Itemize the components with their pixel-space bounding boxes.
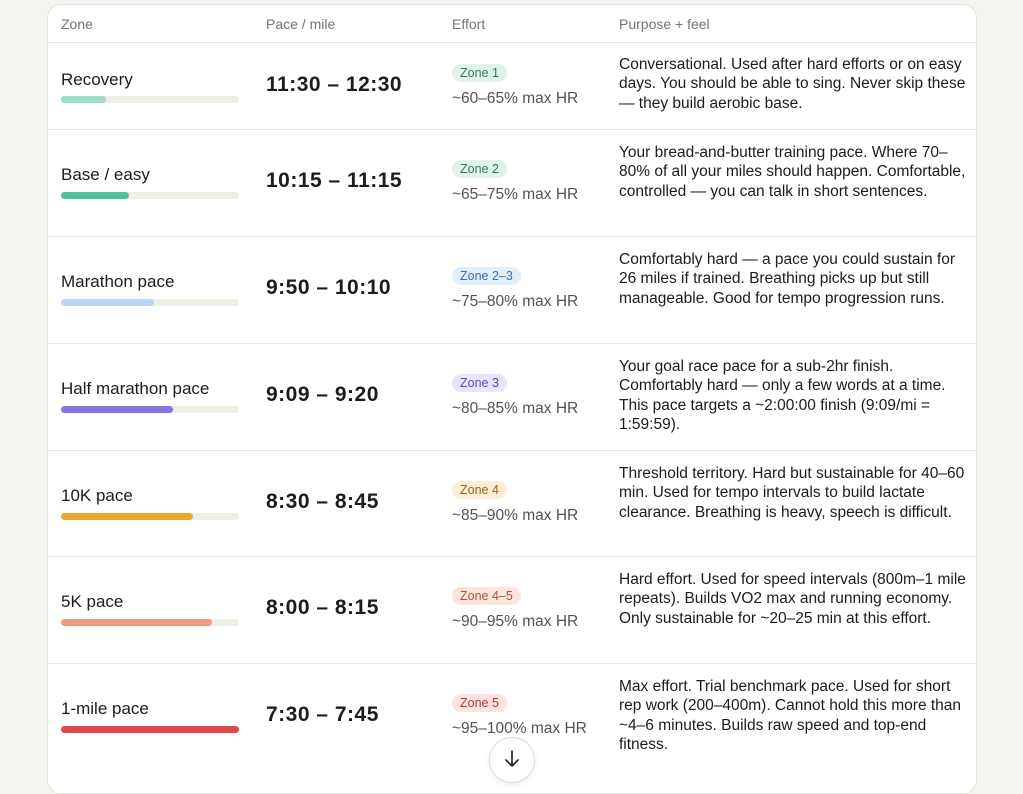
intensity-bar-fill <box>61 406 173 413</box>
zone-name: Recovery <box>61 70 133 89</box>
pace-range: 7:30 – 7:45 <box>266 703 379 726</box>
intensity-bar-fill <box>61 96 106 103</box>
pace-zones-table <box>47 4 977 794</box>
pace-range: 8:00 – 8:15 <box>266 596 379 619</box>
purpose-text: Conversational. Used after hard efforts or on easy days. You should be able to sing. Never skip these — they build aerobic base. <box>619 56 966 112</box>
intensity-bar-track <box>61 299 239 306</box>
table-row <box>48 42 976 130</box>
zone-badge: Zone 4–5 <box>452 587 521 605</box>
table-row <box>48 129 976 237</box>
table-row <box>48 556 976 664</box>
intensity-bar-track <box>61 96 239 103</box>
zone-name: 10K pace <box>61 486 133 505</box>
table-row <box>48 236 976 344</box>
purpose-text: Hard effort. Used for speed intervals (800m–1 mile repeats). Builds VO2 max and running economy. Only sustainable for ~20–25 min at this effort. <box>619 571 966 627</box>
purpose-text: Your bread-and-butter training pace. Where 70–80% of all your miles should happen. Comfortable, controlled — you can talk in short sentences. <box>619 144 966 200</box>
pace-range: 8:30 – 8:45 <box>266 490 379 513</box>
max-hr-range: ~95–100% max HR <box>452 720 587 737</box>
scroll-down-button[interactable] <box>489 737 535 783</box>
pace-range: 10:15 – 11:15 <box>266 169 403 192</box>
zone-badge: Zone 2 <box>452 160 507 178</box>
zone-badge: Zone 5 <box>452 694 507 712</box>
zone-badge: Zone 3 <box>452 374 507 392</box>
arrow-down-icon <box>504 750 520 768</box>
zone-name: 5K pace <box>61 592 124 611</box>
intensity-bar-track <box>61 192 239 199</box>
max-hr-range: ~85–90% max HR <box>452 507 579 524</box>
max-hr-range: ~65–75% max HR <box>452 186 579 203</box>
table-row <box>48 450 976 557</box>
intensity-bar-fill <box>61 299 154 306</box>
intensity-bar-fill <box>61 192 129 199</box>
zone-badge: Zone 1 <box>452 64 507 82</box>
pace-range: 11:30 – 12:30 <box>266 73 403 96</box>
header-effort: Effort <box>452 15 486 32</box>
zone-name: Marathon pace <box>61 272 175 291</box>
purpose-text: Your goal race pace for a sub-2hr finish. Comfortably hard — only a few words at a time. This pace targets a ~2:00:00 finish (9:09/mi = 1:59:59). <box>619 358 946 434</box>
header-zone: Zone <box>61 15 93 32</box>
max-hr-range: ~60–65% max HR <box>452 90 579 107</box>
max-hr-range: ~90–95% max HR <box>452 613 579 630</box>
purpose-text: Max effort. Trial benchmark pace. Used for short rep work (200–400m). Cannot hold this more than ~4–6 minutes. Builds raw speed and top-end fitness. <box>619 678 962 754</box>
zone-badge: Zone 4 <box>452 481 507 499</box>
intensity-bar-fill <box>61 726 239 733</box>
table-row <box>48 343 976 451</box>
pace-range: 9:50 – 10:10 <box>266 276 392 299</box>
zone-name: Half marathon pace <box>61 379 210 398</box>
max-hr-range: ~80–85% max HR <box>452 400 579 417</box>
purpose-text: Comfortably hard — a pace you could sustain for 26 miles if trained. Breathing picks up but still manageable. Good for tempo progression runs. <box>619 251 956 307</box>
intensity-bar-track <box>61 513 239 520</box>
zone-badge: Zone 2–3 <box>452 267 521 285</box>
pace-range: 9:09 – 9:20 <box>266 383 379 406</box>
table-header <box>48 5 976 43</box>
zone-name: 1-mile pace <box>61 699 149 718</box>
intensity-bar-fill <box>61 513 193 520</box>
header-pace: Pace / mile <box>266 15 336 32</box>
max-hr-range: ~75–80% max HR <box>452 293 579 310</box>
header-purpose: Purpose + feel <box>619 15 710 32</box>
intensity-bar-fill <box>61 619 212 626</box>
intensity-bar-track <box>61 406 239 413</box>
intensity-bar-track <box>61 726 239 733</box>
zone-name: Base / easy <box>61 165 150 184</box>
purpose-text: Threshold territory. Hard but sustainable for 40–60 min. Used for tempo intervals to build lactate clearance. Breathing is heavy, speech is difficult. <box>619 465 965 521</box>
intensity-bar-track <box>61 619 239 626</box>
